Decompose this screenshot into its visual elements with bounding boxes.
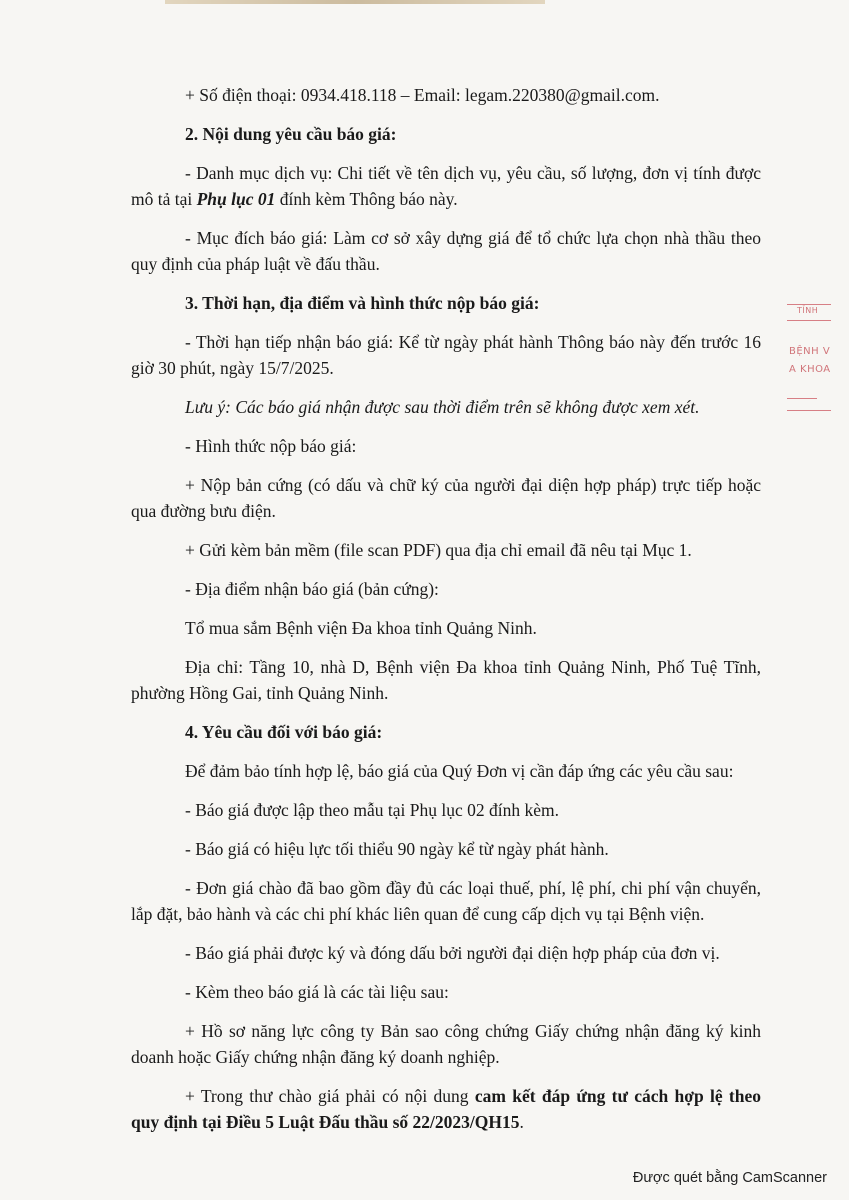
section-3-ban-mem: + Gửi kèm bản mềm (file scan PDF) qua địa chỉ email đã nêu tại Mục 1. <box>185 540 692 560</box>
section-3-heading: 3. Thời hạn, địa điểm và hình thức nộp báo giá: <box>185 293 540 313</box>
section-3-hinh-thuc: - Hình thức nộp báo giá: <box>185 436 357 456</box>
danh-muc-text: - Danh mục dịch vụ: Chi tiết về tên dịch vụ, yêu cầu, số lượng, đơn vị tính được mô tả tại <box>131 163 761 209</box>
section-2-heading: 2. Nội dung yêu cầu báo giá: <box>185 124 397 144</box>
section-4-hieu-luc: - Báo giá có hiệu lực tối thiểu 90 ngày kể từ ngày phát hành. <box>185 839 609 859</box>
section-3-dia-diem: - Địa điểm nhận báo giá (bản cứng): <box>185 579 439 599</box>
document-page <box>131 82 761 1135</box>
stamp-line <box>787 320 831 321</box>
camscanner-watermark: Được quét bằng CamScanner <box>632 1170 827 1186</box>
section-3-ban-cung: + Nộp bản cứng (có dấu và chữ ký của người đại diện hợp pháp) trực tiếp hoặc qua đường bưu điện. <box>131 475 761 521</box>
stamp-text-2: BỆNH V <box>789 346 831 357</box>
stamp-text-3: A KHOA <box>789 364 831 375</box>
contact-line: + Số điện thoại: 0934.418.118 – Email: legam.220380@gmail.com. <box>185 85 660 105</box>
red-seal-stamp <box>781 298 843 428</box>
section-4-don-gia: - Đơn giá chào đã bao gồm đầy đủ các loại thuế, phí, lệ phí, chi phí vận chuyển, lắp đặt, bảo hành và các chi phí khác liên quan để cung cấp dịch vụ tại Bệnh viện. <box>131 878 761 924</box>
scan-edge-artifact <box>165 0 545 4</box>
section-2-muc-dich: - Mục đích báo giá: Làm cơ sở xây dựng giá để tổ chức lựa chọn nhà thầu theo quy định của pháp luật về đấu thầu. <box>131 228 761 274</box>
stamp-line <box>787 398 817 399</box>
section-3-to-mua-sam: Tổ mua sắm Bệnh viện Đa khoa tỉnh Quảng Ninh. <box>185 618 537 638</box>
phu-luc-01-ref: Phụ lục 01 <box>196 189 276 209</box>
section-4-intro: Để đảm bảo tính hợp lệ, báo giá của Quý Đơn vị cần đáp ứng các yêu cầu sau: <box>185 761 734 781</box>
section-4-cam-ket <box>131 1083 761 1135</box>
section-4-kem-theo: - Kèm theo báo giá là các tài liệu sau: <box>185 982 449 1002</box>
section-3-dia-chi: Địa chỉ: Tầng 10, nhà D, Bệnh viện Đa khoa tỉnh Quảng Ninh, Phố Tuệ Tĩnh, phường Hồng Gai, tỉnh Quảng Ninh. <box>131 657 761 703</box>
cam-ket-prefix: + Trong thư chào giá phải có nội dung <box>185 1086 475 1106</box>
danh-muc-tail: đính kèm Thông báo này. <box>275 189 458 209</box>
section-2-danh-muc <box>131 160 761 212</box>
stamp-text-1: TỈNH <box>797 306 819 315</box>
section-4-ho-so: + Hồ sơ năng lực công ty Bản sao công chứng Giấy chứng nhận đăng ký kinh doanh hoặc Giấy chứng nhận đăng ký doanh nghiệp. <box>131 1021 761 1067</box>
section-3-thoi-han: - Thời hạn tiếp nhận báo giá: Kể từ ngày phát hành Thông báo này đến trước 16 giờ 30 phút, ngày 15/7/2025. <box>131 332 761 378</box>
cam-ket-bold-text: cam kết đáp ứng tư cách hợp lệ theo quy định tại Điều 5 Luật Đấu thầu số 22/2023/QH15 <box>131 1086 761 1132</box>
section-4-heading: 4. Yêu cầu đối với báo giá: <box>185 722 383 742</box>
section-4-ky: - Báo giá phải được ký và đóng dấu bởi người đại diện hợp pháp của đơn vị. <box>185 943 720 963</box>
stamp-line <box>787 304 831 305</box>
cam-ket-suffix: . <box>519 1112 524 1132</box>
stamp-line <box>787 410 831 411</box>
section-3-luu-y: Lưu ý: Các báo giá nhận được sau thời điểm trên sẽ không được xem xét. <box>185 397 700 417</box>
section-4-mau: - Báo giá được lập theo mẫu tại Phụ lục 02 đính kèm. <box>185 800 560 820</box>
